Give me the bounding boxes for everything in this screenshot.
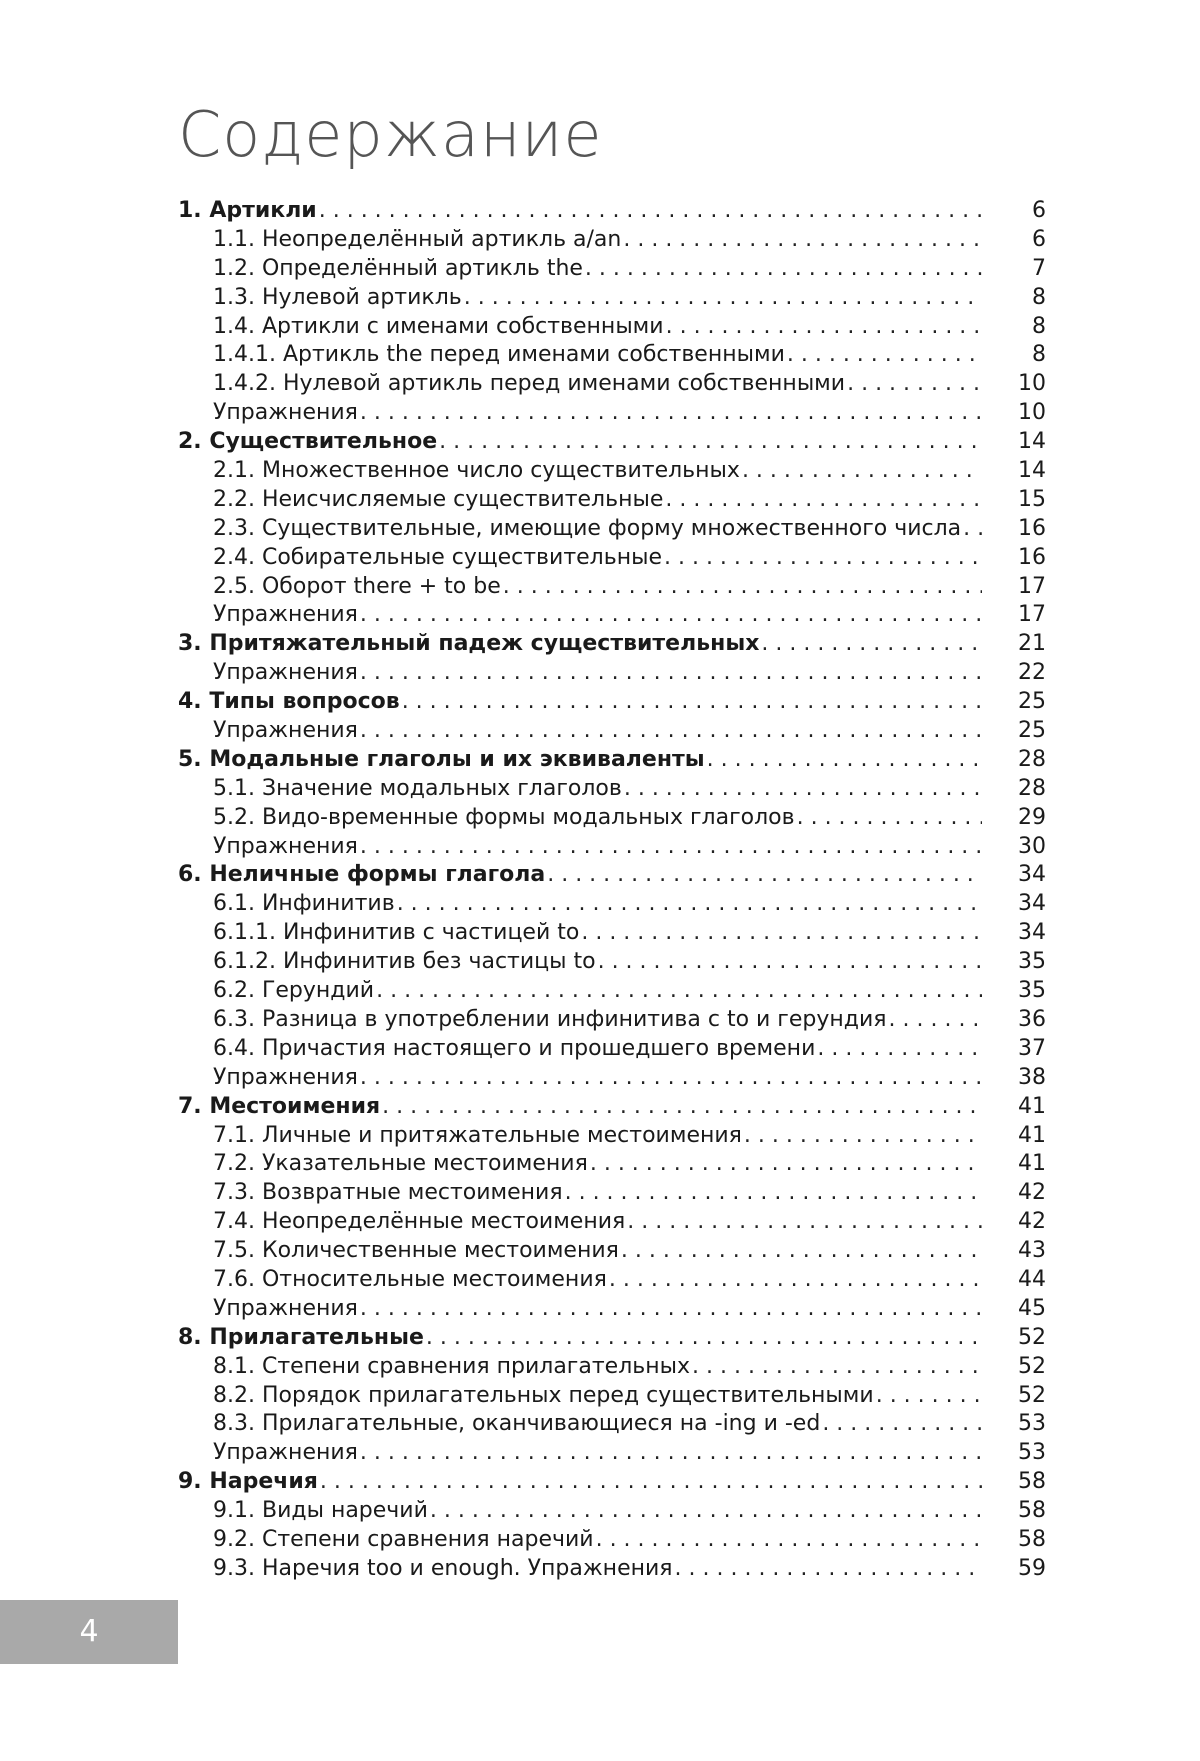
toc-dot-leader <box>627 1208 982 1237</box>
toc-entry-label: Упражнения <box>213 660 358 686</box>
toc-entry-label: Упражнения <box>213 718 358 744</box>
toc-dot-leader <box>360 399 982 428</box>
toc-entry-page: 34 <box>1018 920 1046 946</box>
toc-dot-leader <box>319 197 982 226</box>
toc-dot-leader <box>664 544 982 573</box>
toc-dot-leader <box>817 1035 982 1064</box>
toc-dot-leader <box>889 1006 982 1035</box>
toc-dot-leader <box>360 833 982 862</box>
toc-entry-page: 17 <box>1018 573 1046 599</box>
toc-section-entry[interactable] <box>178 717 1046 746</box>
table-of-contents <box>178 197 1046 1584</box>
toc-section-entry[interactable] <box>178 601 1046 630</box>
toc-dot-leader <box>397 890 982 919</box>
toc-entry-label: 9.1. Виды наречий <box>213 1498 428 1524</box>
toc-section-entry[interactable] <box>178 255 1046 284</box>
toc-dot-leader <box>787 341 982 370</box>
toc-section-entry[interactable] <box>178 1179 1046 1208</box>
toc-entry-label: 1.3. Нулевой артикль <box>213 284 462 310</box>
toc-entry-page: 58 <box>1018 1469 1046 1495</box>
toc-entry-label: 6.4. Причастия настоящего и прошедшего времени <box>213 1035 816 1061</box>
toc-entry-page: 41 <box>1018 1151 1046 1177</box>
toc-entry-label: 9.3. Наречия too и enough. Упражнения <box>213 1555 673 1581</box>
toc-chapter-entry[interactable] <box>178 1324 1046 1353</box>
page-title: Содержание <box>178 98 603 171</box>
toc-entry-label: 6.2. Герундий <box>213 978 375 1004</box>
toc-section-entry[interactable] <box>178 1122 1046 1151</box>
toc-entry-label: 1.2. Определённый артикль the <box>213 255 583 281</box>
toc-entry-page: 14 <box>1018 429 1046 455</box>
toc-entry-page: 25 <box>1018 689 1046 715</box>
toc-dot-leader <box>581 919 982 948</box>
toc-dot-leader <box>402 688 982 717</box>
toc-dot-leader <box>761 630 982 659</box>
toc-entry-page: 10 <box>1018 371 1046 397</box>
toc-section-entry[interactable] <box>178 573 1046 602</box>
toc-section-entry[interactable] <box>178 659 1046 688</box>
toc-entry-label: 2. Существительное <box>178 429 438 455</box>
toc-entry-page: 53 <box>1018 1440 1046 1466</box>
toc-entry-label: 7.4. Неопределённые местоимения <box>213 1209 626 1235</box>
toc-entry-label: 8.3. Прилагательные, оканчивающиеся на -ing и -ed <box>213 1411 821 1437</box>
toc-section-entry[interactable] <box>178 977 1046 1006</box>
toc-dot-leader <box>503 573 982 602</box>
toc-dot-leader <box>707 746 982 775</box>
toc-entry-label: 2.2. Неисчисляемые существительные <box>213 486 664 512</box>
toc-entry-label: 5.1. Значение модальных глаголов <box>213 775 622 801</box>
toc-entry-label: 7. Местоимения <box>178 1093 381 1119</box>
toc-entry-label: 1.4.2. Нулевой артикль перед именами собственными <box>213 371 846 397</box>
toc-section-entry[interactable] <box>178 1237 1046 1266</box>
toc-entry-label: 2.4. Собирательные существительные <box>213 544 662 570</box>
toc-entry-page: 42 <box>1018 1209 1046 1235</box>
toc-entry-label: 6.3. Разница в употреблении инфинитива с to и герундия <box>213 1006 887 1032</box>
toc-section-entry[interactable] <box>178 1353 1046 1382</box>
toc-chapter-entry[interactable] <box>178 688 1046 717</box>
toc-section-entry[interactable] <box>178 457 1046 486</box>
toc-section-entry[interactable] <box>178 1064 1046 1093</box>
toc-entry-page: 16 <box>1018 515 1046 541</box>
toc-entry-label: 6. Неличные формы глагола <box>178 862 546 888</box>
toc-dot-leader <box>742 457 982 486</box>
toc-dot-leader <box>585 255 982 284</box>
toc-entry-page: 59 <box>1018 1555 1046 1581</box>
toc-dot-leader <box>598 948 982 977</box>
toc-entry-page: 41 <box>1018 1122 1046 1148</box>
toc-entry-page: 8 <box>1032 284 1046 310</box>
toc-entry-label: 9. Наречия <box>178 1469 318 1495</box>
toc-dot-leader <box>596 1526 982 1555</box>
toc-section-entry[interactable] <box>178 1295 1046 1324</box>
toc-chapter-entry[interactable] <box>178 197 1046 226</box>
toc-dot-leader <box>675 1555 982 1584</box>
toc-entry-label: 6.1.1. Инфинитив с частицей to <box>213 920 580 946</box>
toc-entry-page: 10 <box>1018 400 1046 426</box>
toc-dot-leader <box>623 226 982 255</box>
toc-dot-leader <box>320 1468 982 1497</box>
toc-entry-page: 28 <box>1018 775 1046 801</box>
toc-entry-label: 8.1. Степени сравнения прилагательных <box>213 1353 690 1379</box>
toc-entry-page: 41 <box>1018 1093 1046 1119</box>
toc-entry-page: 58 <box>1018 1498 1046 1524</box>
toc-entry-label: 2.5. Оборот there + to be <box>213 573 501 599</box>
toc-entry-page: 6 <box>1032 226 1046 252</box>
toc-entry-label: 1. Артикли <box>178 198 317 223</box>
toc-section-entry[interactable] <box>178 1497 1046 1526</box>
toc-section-entry[interactable] <box>178 284 1046 313</box>
toc-section-entry[interactable] <box>178 1208 1046 1237</box>
toc-dot-leader <box>464 284 982 313</box>
toc-entry-label: 7.5. Количественные местоимения <box>213 1238 619 1264</box>
toc-dot-leader <box>360 1064 982 1093</box>
toc-entry-page: 37 <box>1018 1035 1046 1061</box>
toc-dot-leader <box>426 1324 982 1353</box>
toc-entry-page: 14 <box>1018 458 1046 484</box>
toc-entry-label: 8.2. Порядок прилагательных перед существительными <box>213 1382 874 1408</box>
toc-dot-leader <box>744 1122 982 1151</box>
toc-dot-leader <box>430 1497 982 1526</box>
toc-dot-leader <box>360 601 982 630</box>
toc-entry-page: 34 <box>1018 862 1046 888</box>
toc-dot-leader <box>547 861 982 890</box>
toc-entry-page: 16 <box>1018 544 1046 570</box>
toc-entry-page: 34 <box>1018 891 1046 917</box>
toc-dot-leader <box>963 515 982 544</box>
toc-section-entry[interactable] <box>178 226 1046 255</box>
toc-dot-leader <box>382 1093 982 1122</box>
toc-section-entry[interactable] <box>178 919 1046 948</box>
page-number: 4 <box>0 1600 178 1664</box>
toc-section-entry[interactable] <box>178 399 1046 428</box>
toc-entry-label: 2.3. Существительные, имеющие форму множественного числа <box>213 515 962 541</box>
toc-entry-page: 58 <box>1018 1526 1046 1552</box>
toc-entry-page: 35 <box>1018 978 1046 1004</box>
toc-chapter-entry[interactable] <box>178 1093 1046 1122</box>
toc-dot-leader <box>360 1295 982 1324</box>
toc-section-entry[interactable] <box>178 1266 1046 1295</box>
toc-entry-label: Упражнения <box>213 833 358 859</box>
toc-section-entry[interactable] <box>178 341 1046 370</box>
toc-section-entry[interactable] <box>178 804 1046 833</box>
toc-dot-leader <box>797 804 982 833</box>
toc-entry-label: 1.4.1. Артикль the перед именами собственными <box>213 342 785 368</box>
toc-entry-page: 7 <box>1032 255 1046 281</box>
toc-dot-leader <box>590 1150 982 1179</box>
toc-section-entry[interactable] <box>178 370 1046 399</box>
toc-section-entry[interactable] <box>178 1382 1046 1411</box>
toc-entry-label: 6.1. Инфинитив <box>213 891 395 917</box>
toc-entry-label: 9.2. Степени сравнения наречий <box>213 1526 594 1552</box>
toc-chapter-entry[interactable] <box>178 428 1046 457</box>
toc-entry-page: 6 <box>1032 198 1046 223</box>
toc-entry-page: 36 <box>1018 1006 1046 1032</box>
toc-entry-page: 25 <box>1018 718 1046 744</box>
toc-section-entry[interactable] <box>178 948 1046 977</box>
toc-dot-leader <box>360 1439 982 1468</box>
toc-entry-page: 21 <box>1018 631 1046 657</box>
toc-entry-page: 35 <box>1018 949 1046 975</box>
toc-section-entry[interactable] <box>178 515 1046 544</box>
toc-chapter-entry[interactable] <box>178 1468 1046 1497</box>
toc-entry-page: 15 <box>1018 486 1046 512</box>
toc-section-entry[interactable] <box>178 890 1046 919</box>
toc-entry-page: 44 <box>1018 1266 1046 1292</box>
toc-dot-leader <box>376 977 982 1006</box>
toc-entry-page: 30 <box>1018 833 1046 859</box>
toc-chapter-entry[interactable] <box>178 746 1046 775</box>
toc-entry-page: 43 <box>1018 1238 1046 1264</box>
toc-entry-label: 1.4. Артикли с именами собственными <box>213 313 664 339</box>
toc-dot-leader <box>665 486 982 515</box>
toc-dot-leader <box>692 1353 982 1382</box>
toc-dot-leader <box>439 428 982 457</box>
toc-entry-label: 7.2. Указательные местоимения <box>213 1151 588 1177</box>
toc-dot-leader <box>565 1179 982 1208</box>
toc-entry-label: 3. Притяжательный падеж существительных <box>178 631 760 657</box>
toc-entry-label: 8. Прилагательные <box>178 1324 424 1350</box>
toc-entry-page: 8 <box>1032 342 1046 368</box>
toc-entry-page: 17 <box>1018 602 1046 628</box>
toc-entry-label: Упражнения <box>213 1295 358 1321</box>
toc-entry-page: 52 <box>1018 1324 1046 1350</box>
toc-section-entry[interactable] <box>178 1006 1046 1035</box>
toc-entry-label: 6.1.2. Инфинитив без частицы to <box>213 949 596 975</box>
toc-section-entry[interactable] <box>178 833 1046 862</box>
toc-entry-page: 52 <box>1018 1353 1046 1379</box>
toc-section-entry[interactable] <box>178 544 1046 573</box>
toc-chapter-entry[interactable] <box>178 630 1046 659</box>
toc-entry-label: Упражнения <box>213 400 358 426</box>
toc-section-entry[interactable] <box>178 1555 1046 1584</box>
toc-entry-page: 45 <box>1018 1295 1046 1321</box>
toc-section-entry[interactable] <box>178 1526 1046 1555</box>
toc-entry-page: 52 <box>1018 1382 1046 1408</box>
toc-dot-leader <box>822 1410 982 1439</box>
toc-entry-page: 42 <box>1018 1180 1046 1206</box>
toc-entry-page: 28 <box>1018 746 1046 772</box>
toc-entry-page: 53 <box>1018 1411 1046 1437</box>
toc-chapter-entry[interactable] <box>178 861 1046 890</box>
toc-dot-leader <box>624 775 982 804</box>
toc-entry-page: 8 <box>1032 313 1046 339</box>
toc-entry-page: 22 <box>1018 660 1046 686</box>
toc-dot-leader <box>360 717 982 746</box>
toc-entry-label: 7.1. Личные и притяжательные местоимения <box>213 1122 742 1148</box>
toc-section-entry[interactable] <box>178 1035 1046 1064</box>
toc-entry-label: 7.6. Относительные местоимения <box>213 1266 607 1292</box>
toc-section-entry[interactable] <box>178 1439 1046 1468</box>
toc-entry-label: 4. Типы вопросов <box>178 689 400 715</box>
toc-section-entry[interactable] <box>178 486 1046 515</box>
toc-entry-label: 5.2. Видо-временные формы модальных глаголов <box>213 804 795 830</box>
toc-dot-leader <box>621 1237 982 1266</box>
toc-entry-label: 5. Модальные глаголы и их эквиваленты <box>178 746 705 772</box>
toc-entry-label: Упражнения <box>213 1440 358 1466</box>
toc-entry-label: 1.1. Неопределённый артикль a/an <box>213 226 622 252</box>
toc-entry-page: 38 <box>1018 1064 1046 1090</box>
toc-dot-leader <box>609 1266 982 1295</box>
toc-section-entry[interactable] <box>178 313 1046 342</box>
toc-dot-leader <box>847 370 982 399</box>
toc-entry-label: Упражнения <box>213 1064 358 1090</box>
toc-entry-label: 2.1. Множественное число существительных <box>213 458 740 484</box>
toc-section-entry[interactable] <box>178 775 1046 804</box>
toc-entry-label: 7.3. Возвратные местоимения <box>213 1180 563 1206</box>
toc-entry-page: 29 <box>1018 804 1046 830</box>
toc-section-entry[interactable] <box>178 1150 1046 1179</box>
toc-dot-leader <box>360 659 982 688</box>
toc-dot-leader <box>666 313 982 342</box>
toc-dot-leader <box>876 1382 982 1411</box>
toc-entry-label: Упражнения <box>213 602 358 628</box>
toc-section-entry[interactable] <box>178 1410 1046 1439</box>
